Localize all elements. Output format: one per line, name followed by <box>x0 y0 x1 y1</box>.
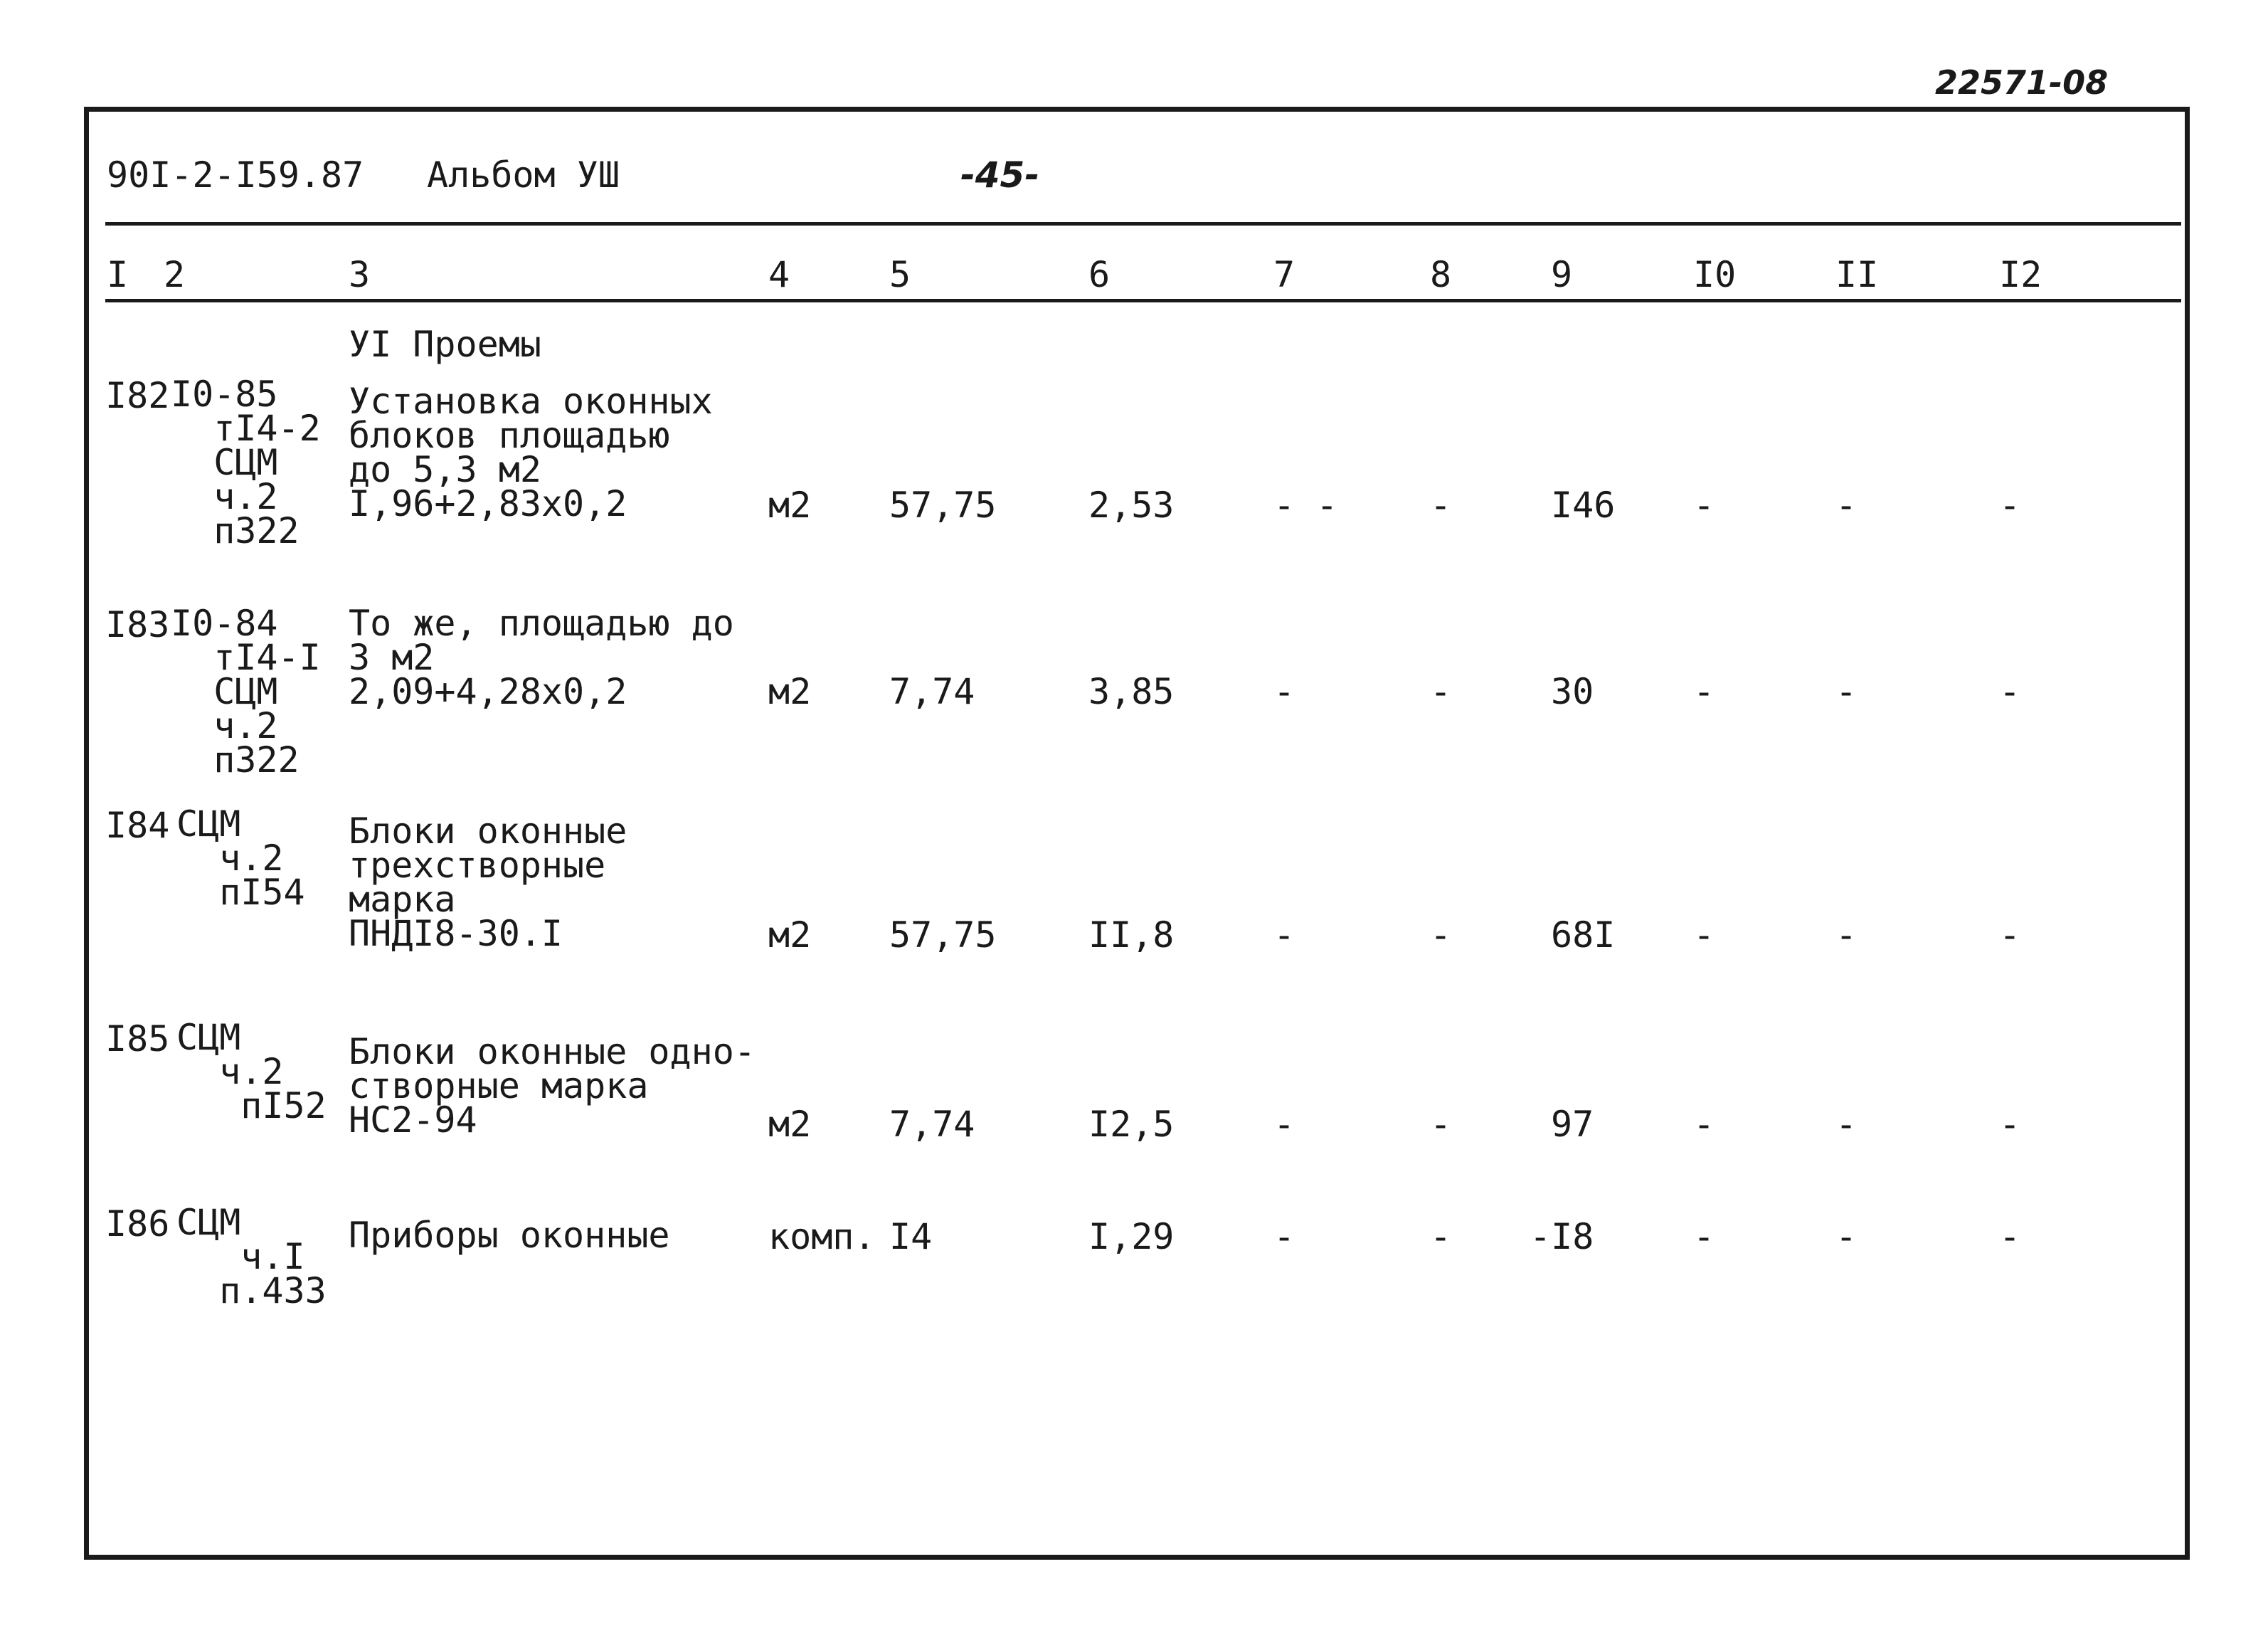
row-description: То же, площадью до 3 м2 2,09+4,28х0,2 <box>349 603 734 712</box>
row-quantity: 57,75 <box>889 485 997 526</box>
col-5: 5 <box>889 254 911 295</box>
row-col12: - <box>1999 671 2021 712</box>
row-col7: - <box>1273 671 1295 712</box>
row-unit: комп. <box>768 1216 876 1257</box>
row-col10: - <box>1693 1104 1715 1145</box>
col-1: I <box>107 254 129 295</box>
col-11: II <box>1835 254 1879 295</box>
row-col9: 97 <box>1551 1104 1594 1145</box>
col-8: 8 <box>1430 254 1452 295</box>
row-number: I86 <box>105 1203 170 1245</box>
col-10: I0 <box>1693 254 1737 295</box>
row-col8: - <box>1430 485 1452 526</box>
row-col11: - <box>1835 1216 1858 1257</box>
row-unit: м2 <box>768 671 812 712</box>
col-7: 7 <box>1273 254 1295 295</box>
row-description: Приборы оконные <box>349 1215 670 1256</box>
row-description: Установка оконных блоков площадью до 5,3 м2 I,96+2,83х0,2 <box>349 381 713 524</box>
row-number: I83 <box>105 604 170 645</box>
row-col8: - <box>1430 914 1452 956</box>
row-col8: - <box>1430 1104 1452 1145</box>
row-col12: - <box>1999 1104 2021 1145</box>
row-number: I82 <box>105 375 170 416</box>
row-col7: - - <box>1273 485 1338 526</box>
row-quantity: 57,75 <box>889 914 997 956</box>
row-col8: - <box>1430 1216 1452 1257</box>
row-col11: - <box>1835 914 1858 956</box>
row-quantity: I4 <box>889 1216 933 1257</box>
row-col9: 68I <box>1551 914 1616 956</box>
row-price: I,29 <box>1088 1216 1175 1257</box>
row-col12: - <box>1999 1216 2021 1257</box>
row-col12: - <box>1999 914 2021 956</box>
row-price: II,8 <box>1088 914 1175 956</box>
row-unit: м2 <box>768 914 812 956</box>
row-reference: I0-85 тI4-2 СЦМ ч.2 п322 <box>171 374 321 551</box>
row-quantity: 7,74 <box>889 671 975 712</box>
row-col7: - <box>1273 1104 1295 1145</box>
row-col7: - <box>1273 914 1295 956</box>
row-description: Блоки оконные трехстворные марка ПНДI8-30.I <box>349 810 627 954</box>
row-col10: - <box>1693 671 1715 712</box>
row-reference: СЦМ ч.I п.433 <box>176 1202 327 1311</box>
row-unit: м2 <box>768 1104 812 1145</box>
row-col12: - <box>1999 485 2021 526</box>
row-price: 3,85 <box>1088 671 1175 712</box>
row-number: I85 <box>105 1018 170 1060</box>
row-unit: м2 <box>768 485 812 526</box>
section-title: УI Проемы <box>349 324 541 365</box>
col-12: I2 <box>1999 254 2042 295</box>
row-price: 2,53 <box>1088 485 1175 526</box>
row-col10: - <box>1693 1216 1715 1257</box>
row-col10: - <box>1693 485 1715 526</box>
page-number: -45- <box>960 154 1040 196</box>
row-reference: I0-84 тI4-I СЦМ ч.2 п322 <box>171 603 321 781</box>
row-reference: СЦМ ч.2 пI54 <box>176 803 305 913</box>
album-label: Альбом УШ <box>427 154 620 196</box>
row-number: I84 <box>105 805 170 846</box>
header-rule <box>105 222 2181 226</box>
row-col9: 30 <box>1551 671 1594 712</box>
col-3: 3 <box>349 254 371 295</box>
row-col9: -I8 <box>1530 1216 1594 1257</box>
column-rule <box>105 299 2181 302</box>
col-4: 4 <box>768 254 790 295</box>
corner-archive-code: 22571-08 <box>1935 63 2109 102</box>
row-col11: - <box>1835 1104 1858 1145</box>
col-9: 9 <box>1551 254 1573 295</box>
col-6: 6 <box>1088 254 1111 295</box>
row-col11: - <box>1835 485 1858 526</box>
row-quantity: 7,74 <box>889 1104 975 1145</box>
row-description: Блоки оконные одно- створные марка НС2-94 <box>349 1031 756 1141</box>
row-col8: - <box>1430 671 1452 712</box>
row-reference: СЦМ ч.2 пI52 <box>176 1017 327 1126</box>
doc-code: 90I-2-I59.87 <box>107 154 364 196</box>
row-col11: - <box>1835 671 1858 712</box>
row-price: I2,5 <box>1088 1104 1175 1145</box>
col-2: 2 <box>164 254 186 295</box>
row-col9: I46 <box>1551 485 1616 526</box>
row-col7: - <box>1273 1216 1295 1257</box>
row-col10: - <box>1693 914 1715 956</box>
